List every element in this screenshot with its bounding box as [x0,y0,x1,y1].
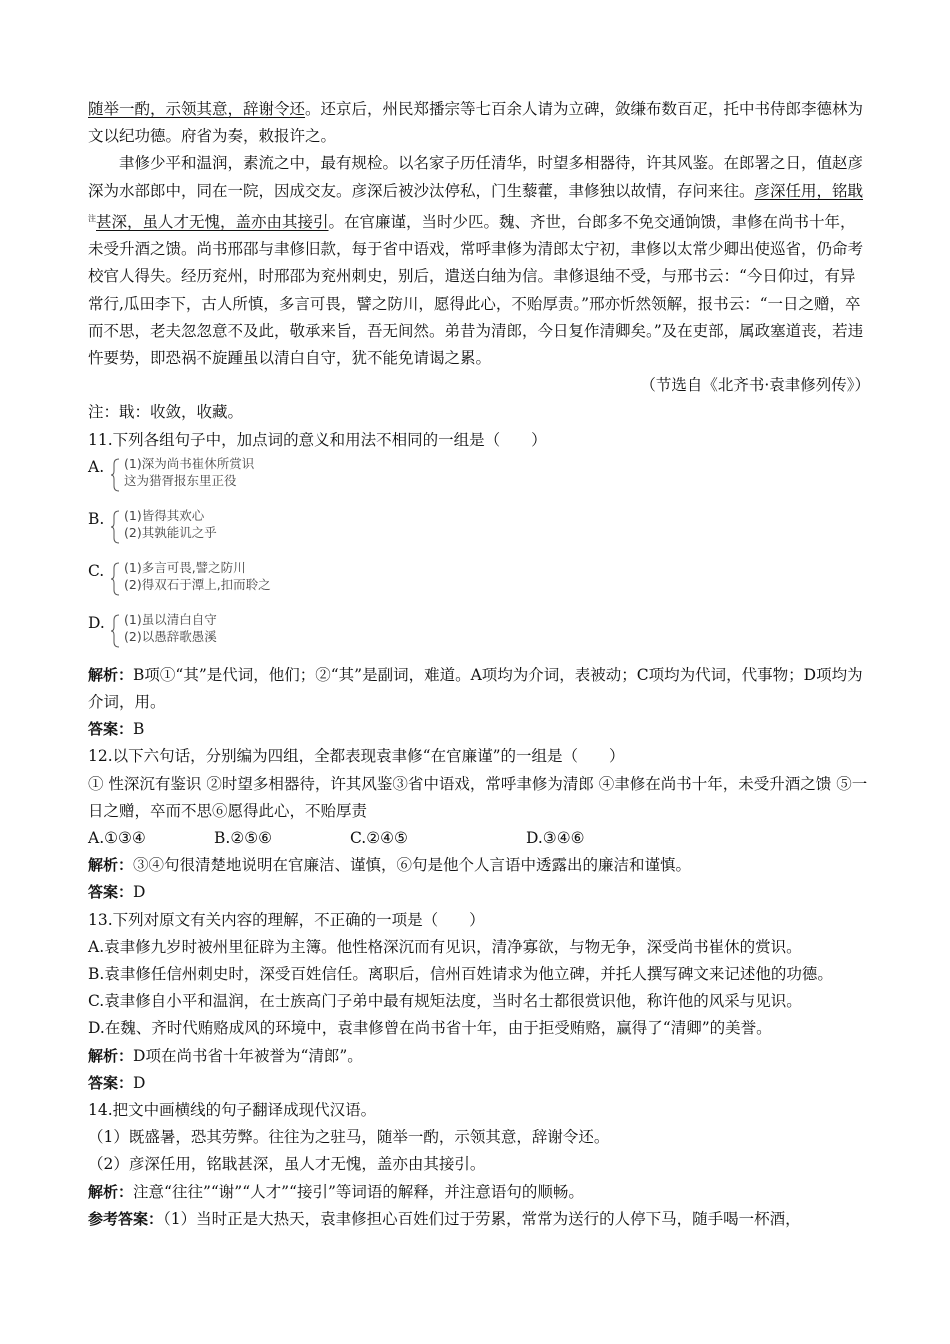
passage-source: （节选自《北齐书·袁聿修列传》） [640,376,870,395]
underlined-sentence-2b: 甚深，虽人才无愧，盖亦由其接引 [96,212,329,231]
q11-option-a [88,454,870,506]
q11-stem: 11.下列各组句子中，加点词的意义和用法不相同的一组是（ ） [88,430,547,449]
q14-reference-answer: 参考答案：（1）当时正是大热天，袁聿修担心百姓们过于劳累，常常为送行的人停下马，随手喝一杯酒， [88,1209,801,1228]
q13-stem: 13.下列对原文有关内容的理解，不正确的一项是（ ） [88,910,485,929]
q11-option-c [88,558,870,610]
q12-choices [88,825,870,852]
q13-option-c: C.袁聿修自小平和温润，在士族高门子弟中最有规矩法度，当时名士都很赏识他，称许他的风采与见识。 [88,992,802,1011]
option-line-1: (1)虽以清白自守 [124,611,217,627]
q13-option-a: A.袁聿修九岁时被州里征辟为主簿。他性格深沉而有见识，清净寡欲，与物无争，深受尚书崔休的赏识。 [88,937,802,956]
brace-icon [110,458,120,492]
footnote: 注：戢：收敛，收藏。 [88,403,244,422]
choice-b: B.②⑤⑥ [214,829,273,848]
q14-analysis: 解析：注意“往往”“谢”“人才”“接引”等词语的解释，并注意语句的顺畅。 [88,1182,584,1201]
option-letter: C. [88,561,105,580]
passage-paragraph-2: 聿修少平和温润，素流之中，最有规检。以名家子历任清华，时望多相器待，许其风鉴。在郎署之日，值赵彦深为水部郎中，同在一院，因成交友。彦深后被沙汰停私，门生藜藿，聿修独以故情，存问来往。彦深任用，铭戢$^注$甚深，虽人才无愧，盖亦由其接引。在官廉谨，当时少匹。魏、齐世，台郎多不免交通饷馈，聿修在尚书十年，未受升酒之馈。尚书邢邵与聿修旧款，每于省中语戏，常呼聿修为清郎太宁初，聿修以太常少卿出使巡省，仍命考校官人得失。经历兖州，时邢邵为兖州刺史，别后，遣送白䌷为信。聿修退䌷不受，与邢书云：“今日仰过，有异常行,瓜田李下，古人所慎，多言可畏，譬之防川，愿得此心，不贻厚责。”邢亦忻然领解，报书云：“一日之赠，卒而不思，老夫忽忽意不及此，敬承来旨，吾无间然。弟昔为清郎，今日复作清卿矣。”及在吏部，属政塞道丧，若违忤要势，即恐祸不旋踵虽以清白自守，犹不能免请谒之累。 [88,154,864,367]
option-letter: A. [88,457,105,476]
option-line-2: (2)得双石于潭上,扣而聆之 [124,576,271,592]
option-line-1: (1)皆得其欢心 [124,507,205,523]
q12-analysis: 解析：③④句很清楚地说明在官廉洁、谨慎，⑥句是他个人言语中透露出的廉洁和谨慎。 [88,856,692,875]
q11-option-d [88,610,870,662]
option-line-2: (2)以愚辞歌愚溪 [124,628,217,644]
note-marker: 注 [88,213,96,223]
option-line-2: 这为猎胥报东里正役 [124,472,237,488]
q13-option-d: D.在魏、齐时代贿赂成风的环境中，袁聿修曾在尚书省十年，由于拒受贿赂，赢得了“清卿”的美誉。 [88,1019,772,1038]
q14-item-2: （2）彦深任用，铭戢甚深，虽人才无愧，盖亦由其接引。 [88,1155,486,1174]
q13-option-b: B.袁聿修任信州刺史时，深受百姓信任。离职后，信州百姓请求为他立碑，并托人撰写碑文来记述他的功德。 [88,965,833,984]
passage-paragraph-1: 随举一酌，示领其意，辞谢令还。还京后，州民郑播宗等七百余人请为立碑，敛缣布数百疋，托中书侍郎李德林为文以纪功德。府省为奏，敕报许之。 [88,100,864,146]
option-line-2: (2)其孰能讥之乎 [124,524,217,540]
brace-icon [110,614,120,648]
underlined-sentence-2a: 彦深任用，铭戢 [754,181,864,200]
q11-answer: 答案：B [88,720,145,739]
brace-icon [110,562,120,596]
option-line-1: (1)多言可畏,譬之防川 [124,559,246,575]
q11-analysis: 解析：B项①“其”是代词，他们；②“其”是副词，难道。A项均为介词，表被动；C项均为代词，代事物；D项均为介词，用。 [88,665,863,711]
option-letter: D. [88,613,105,632]
q12-answer: 答案：D [88,883,146,902]
document-page [88,96,870,1233]
q11-option-b [88,506,870,558]
q13-analysis: 解析：D项在尚书省十年被誉为“清郎”。 [88,1046,363,1065]
option-line-1: (1)深为尚书崔休所赏识 [124,455,255,471]
brace-icon [110,510,120,544]
q14-item-1: （1）既盛暑，恐其劳弊。往往为之驻马，随举一酌，示领其意，辞谢令还。 [88,1128,610,1147]
q12-stem: 12.以下六句话，分别编为四组，全都表现袁聿修“在官廉谨”的一组是（ ） [88,747,625,766]
q12-sentences: ① 性深沉有鉴识 ②时望多相器待，许其风鉴③省中语戏，常呼聿修为清郎 ④聿修在尚书十年，未受升酒之馈 ⑤一日之赠，卒而不思⑥愿得此心，不贻厚责 [88,774,868,820]
choice-d: D.③④⑥ [526,829,585,848]
choice-c: C.②④⑤ [350,829,408,848]
q14-stem: 14.把文中画横线的句子翻译成现代汉语。 [88,1101,377,1120]
underlined-sentence-1: 随举一酌，示领其意，辞谢令还 [88,100,306,118]
option-letter: B. [88,509,105,528]
choice-a: A.①③④ [88,829,146,848]
q13-answer: 答案：D [88,1073,146,1092]
